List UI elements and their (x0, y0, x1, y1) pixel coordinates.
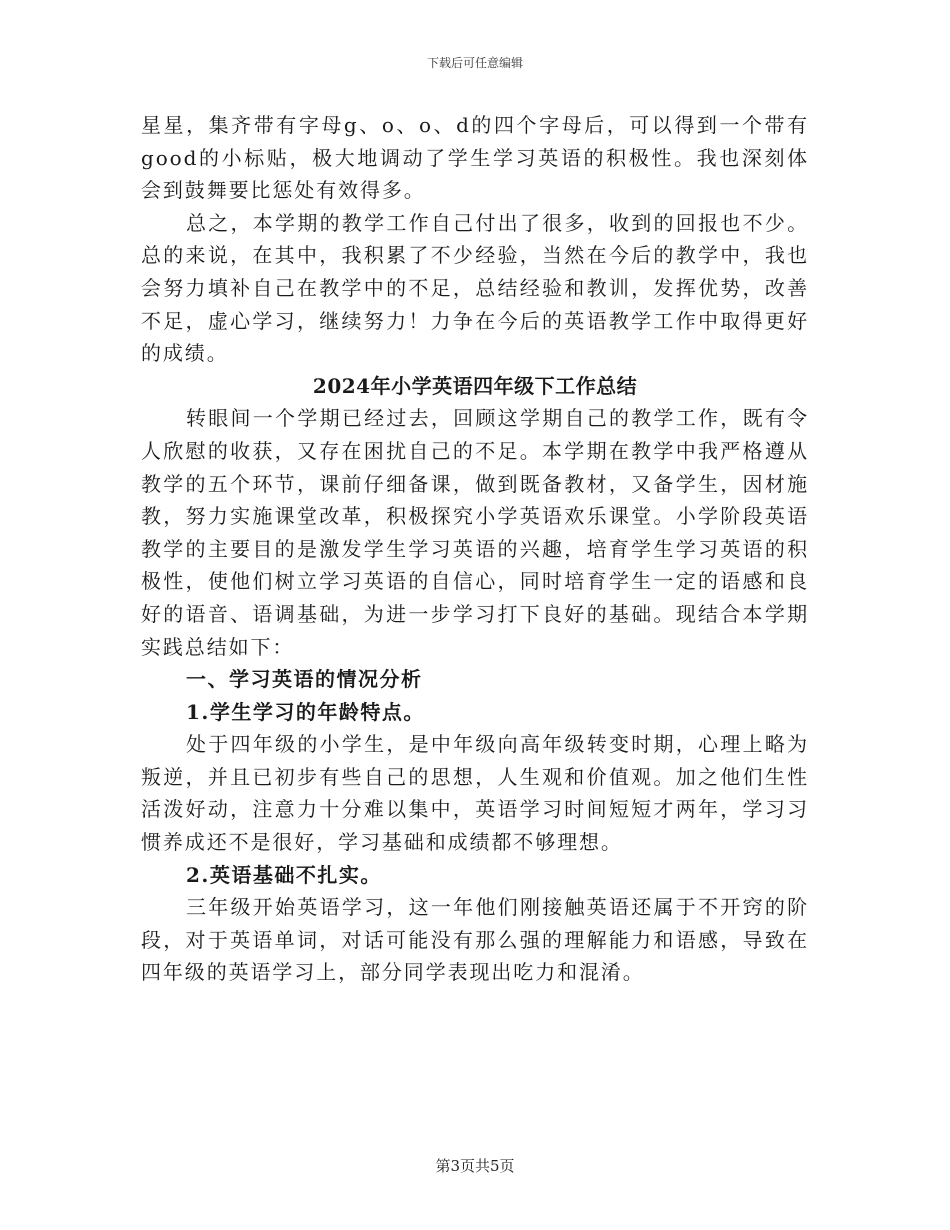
paragraph-continuation: 星星，集齐带有字母g、o、o、d的四个字母后，可以得到一个带有good的小标贴，极大地调动了学生学习英语的积极性。我也深刻体会到鼓舞要比惩处有效得多。 (141, 113, 809, 203)
section-title: 2024年小学英语四年级下工作总结 (312, 373, 638, 398)
paragraph-intro: 转眼间一个学期已经过去，回顾这学期自己的教学工作，既有令人欣慰的收获，又存在困扰自己的不足。本学期在教学中我严格遵从教学的五个环节，课前仔细备课，做到既备教材，又备学生，因材施教，努力实施课堂改革，积极探究小学英语欢乐课堂。小学阶段英语教学的主要目的是激发学生学习英语的兴趣，培育学生学习英语的积极性，使他们树立学习英语的自信心，同时培育学生一定的语感和良好的语音、语调基础，为进一步学习打下良好的基础。现结合本学期实践总结如下： (141, 406, 809, 659)
heading-age-characteristics: 1.学生学习的年龄特点。 (186, 699, 425, 724)
paragraph-age-characteristics: 处于四年级的小学生，是中年级向高年级转变时期，心理上略为叛逆，并且已初步有些自己的思想，人生观和价值观。加之他们生性活泼好动，注意力十分难以集中，英语学习时间短短才两年，学习习惯养成还不是很好，学习基础和成绩都不够理想。 (141, 732, 809, 855)
paragraph-english-foundation: 三年级开始英语学习，这一年他们刚接触英语还属于不开窍的阶段，对于英语单词，对话可能没有那么强的理解能力和语感，导致在四年级的英语学习上，部分同学表现出吃力和混淆。 (141, 895, 809, 985)
heading-analysis: 一、学习英语的情况分析 (186, 667, 423, 692)
document-body (141, 109, 809, 989)
page-footer: 第3页共5页 (435, 1157, 515, 1175)
page-header: 下载后可任意编辑 (426, 56, 523, 70)
heading-english-foundation: 2.英语基础不扎实。 (186, 862, 382, 887)
paragraph-conclusion: 总之，本学期的教学工作自己付出了很多，收到的回报也不少。总的来说，在其中，我积累了不少经验，当然在今后的教学中，我也会努力填补自己在教学中的不足，总结经验和教训，发挥优势，改善不足，虚心学习，继续努力！力争在今后的英语教学工作中取得更好的成绩。 (141, 210, 809, 366)
